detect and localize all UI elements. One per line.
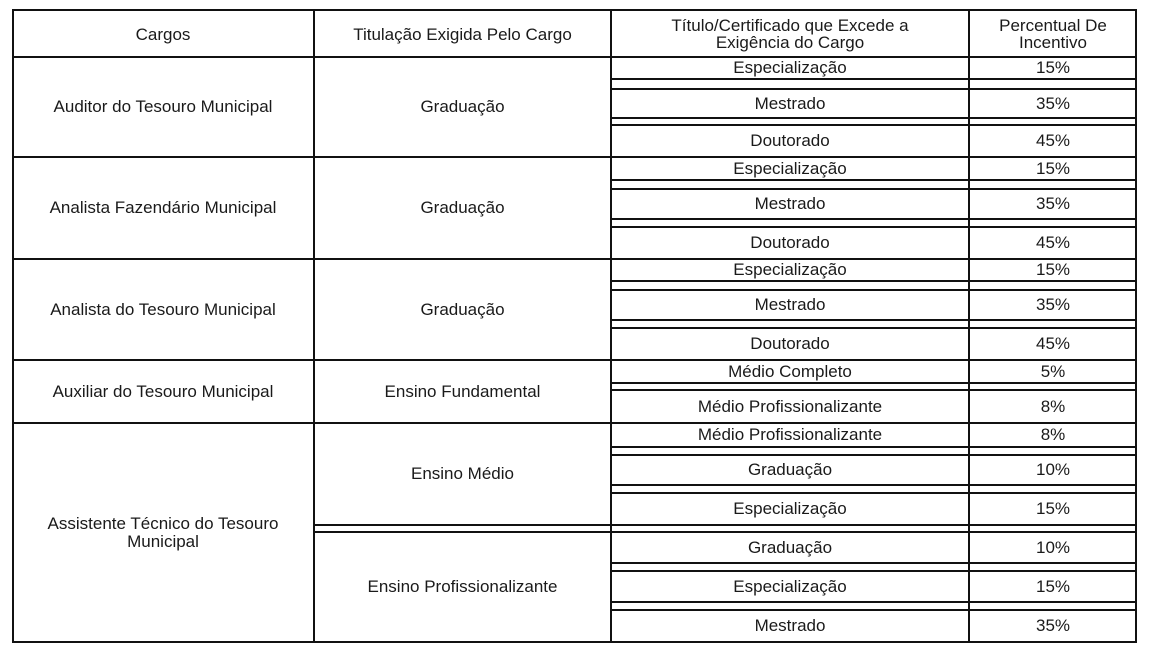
titulo-cell: Doutorado — [750, 233, 830, 252]
row-divider — [611, 280, 1137, 282]
titulo-cell: Mestrado — [754, 295, 826, 314]
titulo-cell: Mestrado — [754, 194, 826, 213]
percentual-cell: 8% — [1040, 425, 1066, 444]
percentual-cell: 15% — [1035, 499, 1071, 518]
titulacao-cell: Ensino Fundamental — [384, 381, 541, 401]
titulo-cell: Especialização — [733, 499, 847, 518]
titulo-cell: Especialização — [733, 158, 847, 178]
percentual-cell: 10% — [1035, 460, 1071, 479]
percentual-cell: 15% — [1035, 576, 1071, 596]
titulacao-cell: Graduação — [420, 97, 505, 116]
titulo-cell: Médio Profissionalizante — [697, 396, 883, 416]
titulacao-cell: Ensino Médio — [410, 464, 514, 483]
percentual-cell: 45% — [1035, 233, 1071, 252]
row-divider — [611, 218, 1137, 220]
row-divider — [611, 484, 1137, 486]
titulo-cell: Graduação — [747, 537, 833, 557]
row-divider — [611, 382, 1137, 384]
header-percentual: Percentual De Incentivo — [999, 16, 1107, 52]
percentual-cell: 35% — [1035, 93, 1071, 113]
titulacao-cell: Graduação — [420, 198, 505, 217]
cargo-cell: Analista Fazendário Municipal — [49, 198, 277, 217]
percentual-cell: 35% — [1035, 295, 1071, 314]
titulo-cell: Médio Profissionalizante — [697, 425, 883, 444]
percentual-cell: 45% — [1035, 131, 1071, 150]
titulo-cell: Mestrado — [754, 616, 826, 635]
titulo-cell: Especialização — [733, 576, 847, 596]
titulo-cell: Graduação — [747, 460, 833, 479]
percentual-cell: 45% — [1035, 334, 1071, 353]
header-titulo: Título/Certificado que Excede a Exigência do Cargo — [671, 16, 909, 52]
row-divider — [611, 78, 1137, 80]
percentual-cell: 35% — [1035, 194, 1071, 213]
row-divider — [611, 179, 1137, 181]
header-titulacao: Titulação Exigida Pelo Cargo — [353, 24, 572, 44]
titulo-cell: Doutorado — [750, 334, 830, 353]
percentual-cell: 8% — [1040, 396, 1066, 416]
row-divider — [611, 319, 1137, 321]
titulo-cell: Especialização — [733, 58, 847, 77]
percentual-cell: 35% — [1035, 616, 1071, 635]
row-divider — [611, 117, 1137, 119]
row-divider — [611, 601, 1137, 603]
cargo-cell: Assistente Técnico do Tesouro Municipal — [47, 513, 279, 551]
titulo-cell: Especialização — [733, 260, 847, 279]
percentual-cell: 10% — [1035, 537, 1071, 557]
percentual-cell: 5% — [1040, 361, 1066, 381]
titulacao-cell: Graduação — [420, 299, 505, 319]
titulo-cell: Mestrado — [754, 93, 826, 113]
cargo-cell: Analista do Tesouro Municipal — [50, 299, 276, 319]
percentual-cell: 15% — [1035, 58, 1071, 77]
percentual-cell: 15% — [1035, 260, 1071, 279]
titulacao-cell: Ensino Profissionalizante — [367, 577, 558, 596]
header-cargos: Cargos — [135, 24, 191, 44]
titulo-cell: Médio Completo — [728, 361, 852, 381]
percentual-cell: 15% — [1035, 158, 1071, 178]
cargo-cell: Auxiliar do Tesouro Municipal — [52, 381, 274, 401]
cargo-cell: Auditor do Tesouro Municipal — [53, 97, 273, 116]
titulo-cell: Doutorado — [750, 131, 830, 150]
row-divider — [611, 446, 1137, 448]
row-divider — [611, 562, 1137, 564]
